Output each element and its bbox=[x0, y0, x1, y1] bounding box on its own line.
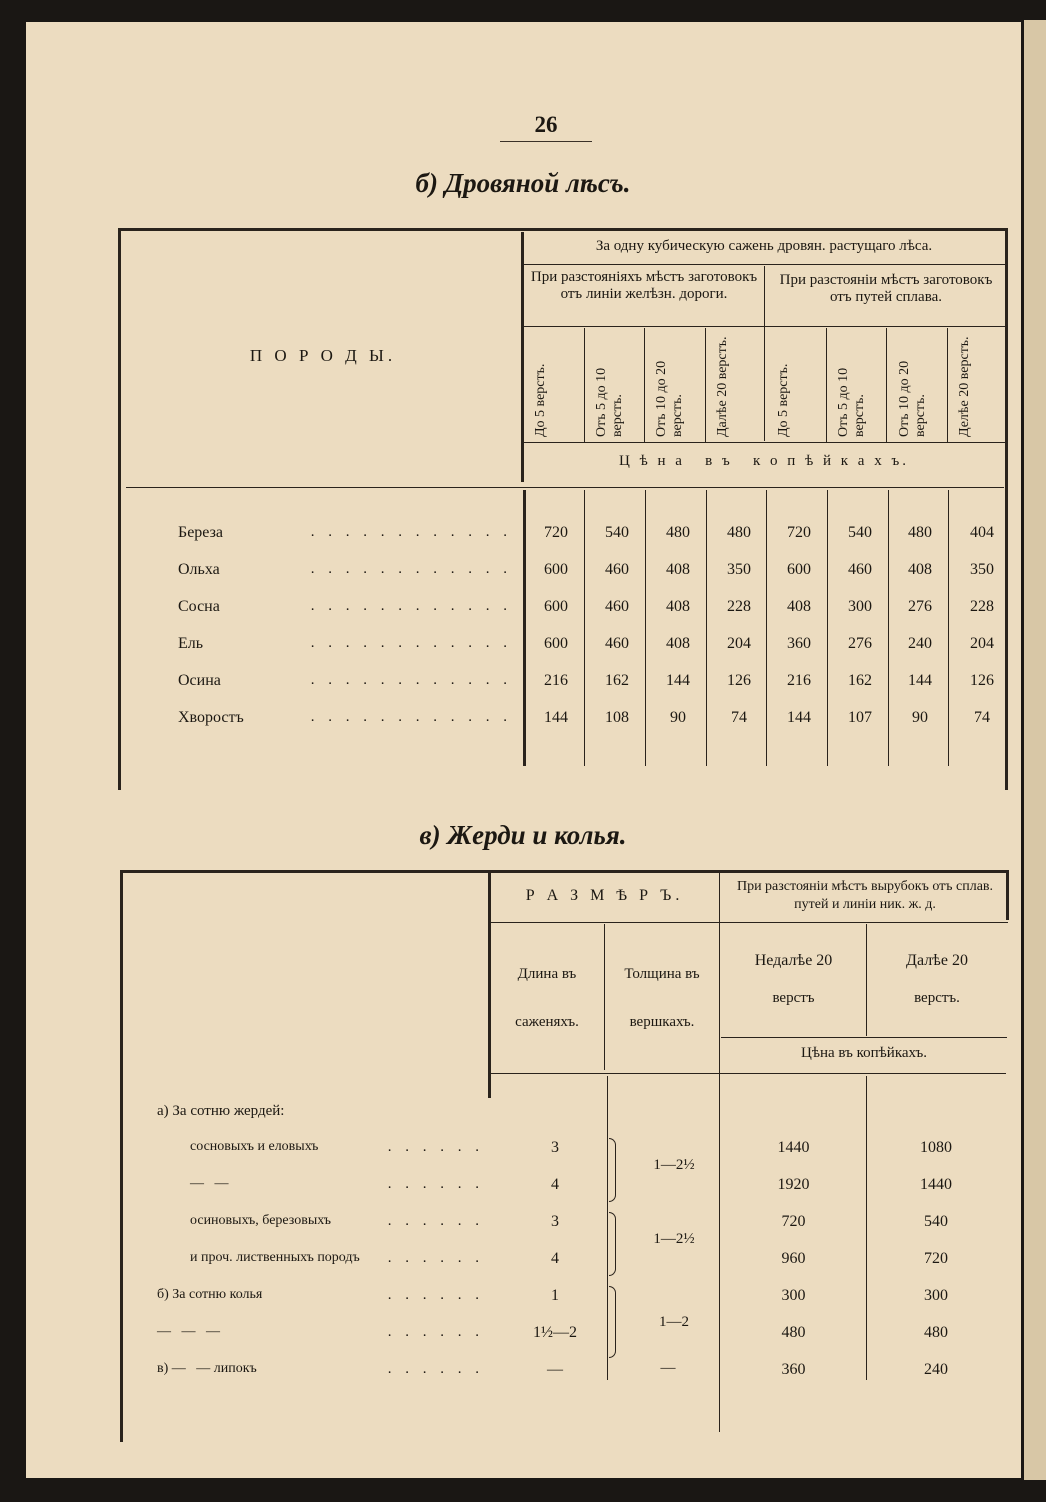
leader-dots: . . . . . . bbox=[387, 1139, 484, 1155]
col-group-header: За одну кубическую сажень дровян. растущаго лѣса. bbox=[595, 238, 933, 254]
price-cell: 144 bbox=[666, 672, 690, 689]
price-cell: 460 bbox=[848, 561, 872, 578]
far-header-2: верстъ. bbox=[914, 990, 960, 1006]
price-cell: 228 bbox=[727, 598, 751, 615]
price-cell: 144 bbox=[544, 709, 568, 726]
price-cell: 300 bbox=[848, 598, 872, 615]
rail-distance-header: При разстояніяхъ мѣстъ заготовокъ отъ линіи желѣзн. дороги. bbox=[530, 269, 758, 302]
price-cell: 408 bbox=[666, 598, 690, 615]
species-name: Осина bbox=[178, 672, 221, 689]
thickness-header-1: Толщина въ bbox=[624, 966, 700, 982]
near-header-1: Недалѣе 20 bbox=[754, 952, 833, 969]
price-cell: 108 bbox=[605, 709, 629, 726]
far-price-cell: 540 bbox=[924, 1213, 948, 1230]
near-price-cell: 720 bbox=[781, 1213, 806, 1230]
species-name: Хворостъ bbox=[178, 709, 244, 726]
price-cell: 408 bbox=[666, 561, 690, 578]
price-cell: 350 bbox=[970, 561, 994, 578]
near-price-cell: 1920 bbox=[777, 1176, 810, 1193]
section-b-title: б) Дровяной лѣсъ. bbox=[415, 168, 631, 198]
rail-distance-2: Отъ 10 до 20 верстъ. bbox=[654, 360, 685, 437]
price-cell: 216 bbox=[544, 672, 568, 689]
near-header-2: верстъ bbox=[772, 990, 815, 1006]
species-name: Сосна bbox=[178, 598, 220, 615]
price-cell: 360 bbox=[787, 635, 811, 652]
leader-dots: . . . . . . bbox=[387, 1176, 484, 1192]
far-price-cell: 300 bbox=[924, 1287, 948, 1304]
leader-dots: . . . . . . bbox=[387, 1361, 484, 1377]
price-cell: 144 bbox=[908, 672, 932, 689]
price-cell: 126 bbox=[727, 672, 751, 689]
length-cell: 1½—2 bbox=[533, 1324, 577, 1341]
species-header: П О Р О Д Ы. bbox=[249, 346, 397, 365]
price-cell: 408 bbox=[666, 635, 690, 652]
price-cell: 600 bbox=[544, 598, 568, 615]
leader-dots: . . . . . . . . . . . . bbox=[310, 709, 512, 725]
leader-dots: . . . . . . . . . . . . bbox=[310, 598, 512, 614]
rafting-distance-header: При разстояніи мѣстъ заготовокъ отъ путей сплава. bbox=[779, 272, 993, 305]
price-cell: 460 bbox=[605, 635, 629, 652]
far-price-cell: 720 bbox=[924, 1250, 948, 1267]
price-cell: 216 bbox=[787, 672, 811, 689]
item-label: в) — — липокъ bbox=[157, 1361, 257, 1376]
item-label: сосновыхъ и еловыхъ bbox=[190, 1139, 319, 1154]
thickness-group-2: 1—2 bbox=[659, 1314, 689, 1330]
leader-dots: . . . . . . . . . . . . bbox=[310, 635, 512, 651]
near-price-cell: 300 bbox=[781, 1287, 806, 1304]
price-cell: 460 bbox=[605, 561, 629, 578]
length-header-2: саженяхъ. bbox=[515, 1014, 579, 1030]
price-cell: 228 bbox=[970, 598, 994, 615]
item-label: — — — bbox=[157, 1324, 220, 1339]
far-price-cell: 240 bbox=[924, 1361, 948, 1378]
leader-dots: . . . . . . . . . . . . bbox=[310, 561, 512, 577]
item-label: — — bbox=[190, 1176, 229, 1191]
species-name: Береза bbox=[178, 524, 224, 541]
section-v-title: в) Жерди и колья. bbox=[419, 820, 627, 850]
distance-header: При разстояніи мѣстъ вырубокъ отъ сплав. путей и линіи ник. ж. д. bbox=[736, 879, 994, 912]
length-cell: — bbox=[547, 1361, 563, 1378]
next-page-edge bbox=[1024, 20, 1046, 1480]
species-name: Ольха bbox=[178, 561, 220, 578]
price-cell: 404 bbox=[970, 524, 994, 541]
thickness-header-2: вершкахъ. bbox=[629, 1014, 695, 1030]
price-cell: 204 bbox=[970, 635, 994, 652]
brace bbox=[609, 1138, 616, 1202]
near-price-cell: 360 bbox=[781, 1361, 806, 1378]
thickness-group-3: — bbox=[660, 1360, 676, 1376]
price-cell: 276 bbox=[848, 635, 872, 652]
price-cell: 162 bbox=[605, 672, 629, 689]
leader-dots: . . . . . . . . . . . . bbox=[310, 672, 512, 688]
brace bbox=[609, 1212, 616, 1276]
rail-distance-1: Отъ 5 до 10 верстъ. bbox=[594, 367, 625, 437]
size-header: Р А З М Ѣ Р Ъ. bbox=[525, 887, 684, 904]
price-cell: 408 bbox=[908, 561, 932, 578]
length-cell: 3 bbox=[551, 1213, 559, 1230]
item-label: и проч. лиственныхъ породъ bbox=[190, 1250, 360, 1265]
price-cell: 460 bbox=[605, 598, 629, 615]
rail-distance-0: До 5 верстъ. bbox=[533, 363, 548, 437]
far-price-cell: 1080 bbox=[920, 1139, 952, 1156]
price-cell: 600 bbox=[787, 561, 811, 578]
far-price-cell: 480 bbox=[924, 1324, 948, 1341]
price-cell: 720 bbox=[544, 524, 568, 541]
price-cell: 276 bbox=[908, 598, 932, 615]
raft-distance-3: Делѣе 20 верстъ. bbox=[957, 336, 972, 437]
rail-distance-3: Далѣе 20 верстъ. bbox=[715, 336, 730, 437]
raft-distance-2: Отъ 10 до 20 верстъ. bbox=[897, 360, 928, 437]
price-label-v: Цѣна въ копѣйкахъ. bbox=[800, 1045, 927, 1061]
brace bbox=[609, 1286, 616, 1358]
length-cell: 3 bbox=[551, 1139, 559, 1156]
species-name: Ель bbox=[178, 635, 204, 652]
leader-dots: . . . . . . bbox=[387, 1287, 484, 1303]
thickness-group-0: 1—2½ bbox=[653, 1157, 695, 1173]
page-number: 26 bbox=[500, 112, 592, 142]
price-cell: 240 bbox=[908, 635, 932, 652]
near-price-cell: 1440 bbox=[777, 1139, 810, 1156]
price-cell: 107 bbox=[848, 709, 872, 726]
price-cell: 144 bbox=[787, 709, 811, 726]
price-cell: 600 bbox=[544, 635, 568, 652]
price-cell: 90 bbox=[670, 709, 686, 726]
far-header-1: Далѣе 20 bbox=[906, 952, 968, 969]
thickness-group-1: 1—2½ bbox=[653, 1231, 695, 1247]
far-price-cell: 1440 bbox=[920, 1176, 952, 1193]
price-cell: 162 bbox=[848, 672, 872, 689]
length-cell: 4 bbox=[551, 1250, 559, 1267]
price-cell: 126 bbox=[970, 672, 994, 689]
leader-dots: . . . . . . bbox=[387, 1324, 484, 1340]
raft-distance-0: До 5 верстъ. bbox=[776, 363, 791, 437]
price-cell: 74 bbox=[731, 709, 747, 726]
price-cell: 540 bbox=[605, 524, 629, 541]
price-cell: 74 bbox=[974, 709, 990, 726]
near-price-cell: 480 bbox=[781, 1324, 806, 1341]
price-cell: 600 bbox=[544, 561, 568, 578]
price-cell: 204 bbox=[727, 635, 751, 652]
length-header-1: Длина въ bbox=[517, 966, 577, 982]
price-cell: 480 bbox=[727, 524, 751, 541]
item-label: б) За сотню колья bbox=[157, 1287, 263, 1302]
price-cell: 480 bbox=[666, 524, 690, 541]
near-price-cell: 960 bbox=[781, 1250, 806, 1267]
price-cell: 90 bbox=[912, 709, 928, 726]
leader-dots: . . . . . . . . . . . . bbox=[310, 524, 512, 540]
price-cell: 350 bbox=[727, 561, 751, 578]
price-cell: 540 bbox=[848, 524, 872, 541]
price-cell: 480 bbox=[908, 524, 932, 541]
raft-distance-1: Отъ 5 до 10 верстъ. bbox=[836, 367, 867, 437]
length-cell: 1 bbox=[551, 1287, 559, 1304]
price-label: Ц ѣ н а в ъ к о п ѣ й к а х ъ. bbox=[619, 453, 909, 469]
leader-dots: . . . . . . bbox=[387, 1213, 484, 1229]
length-cell: 4 bbox=[551, 1176, 559, 1193]
price-cell: 408 bbox=[787, 598, 811, 615]
price-cell: 720 bbox=[787, 524, 811, 541]
item-label: осиновыхъ, березовыхъ bbox=[190, 1213, 331, 1228]
leader-dots: . . . . . . bbox=[387, 1250, 484, 1266]
group-a-label: а) За сотню жердей: bbox=[157, 1103, 285, 1119]
